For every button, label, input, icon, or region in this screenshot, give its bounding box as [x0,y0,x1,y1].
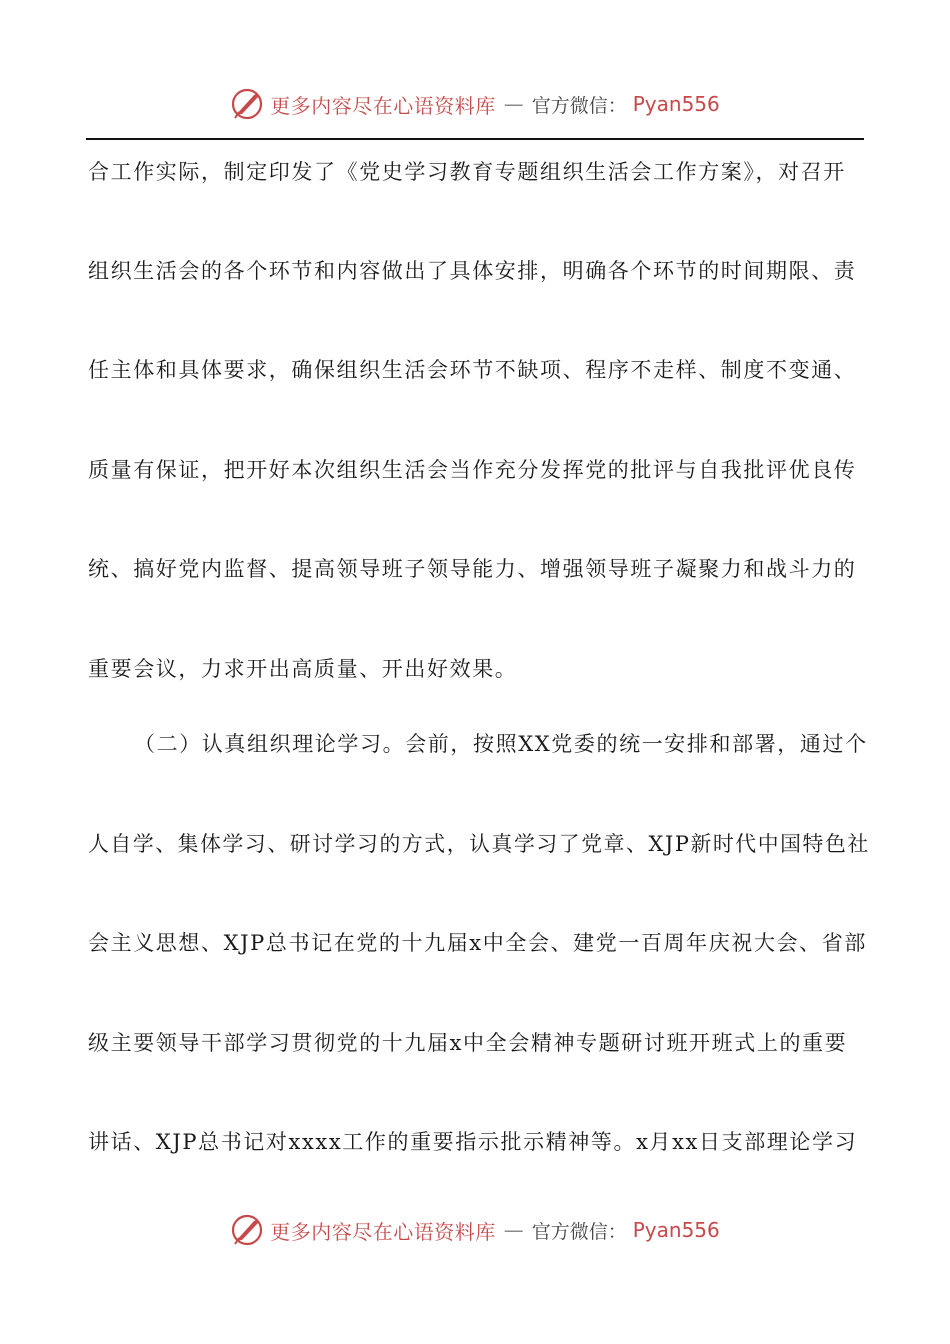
body-line: 统、搞好党内监督、提高领导班子领导能力、增强领导班子凝聚力和战斗力的 [88,557,857,581]
body-line: 组织生活会的各个环节和内容做出了具体安排，明确各个环节的时间期限、责 [88,259,857,283]
body-line: 重要会议，力求开出高质量、开出好效果。 [88,657,518,681]
body-line: 合工作实际，制定印发了《党史学习教育专题组织生活会工作方案》，对召开 [88,160,846,184]
footer-site-text: 更多内容尽在心语资料库 [270,1219,496,1244]
body-line: 人自学、集体学习、研讨学习的方式，认真学习了党章、XJP新时代中国特色社 [88,832,870,856]
header-divider [86,138,864,140]
quill-logo-icon [230,87,264,121]
footer-wechat-label: 官方微信： [531,1220,627,1243]
header-wechat-label: 官方微信： [531,94,627,117]
body-line: 任主体和具体要求，确保组织生活会环节不缺项、程序不走样、制度不变通、 [88,358,857,382]
body-line: 级主要领导干部学习贯彻党的十九届x中全会精神专题研讨班开班式上的重要 [88,1031,848,1055]
body-line-indented: （二）认真组织理论学习。会前，按照XX党委的统一安排和部署，通过个 [134,732,868,756]
header-dash: — [503,92,524,116]
quill-logo-icon [230,1213,264,1247]
header-wechat-id: Pyan556 [632,92,720,116]
body-line: 质量有保证，把开好本次组织生活会当作充分发挥党的批评与自我批评优良传 [88,458,857,482]
header-site-text: 更多内容尽在心语资料库 [270,93,496,118]
body-line: 会主义思想、XJP总书记在党的十九届x中全会、建党一百周年庆祝大会、省部 [88,931,867,955]
header-banner [0,82,950,126]
body-line: 讲话、XJP总书记对xxxx工作的重要指示批示精神等。x月xx日支部理论学习 [88,1130,858,1154]
footer-banner [0,1208,950,1252]
footer-dash: — [503,1218,524,1242]
footer-wechat-id: Pyan556 [632,1218,720,1242]
